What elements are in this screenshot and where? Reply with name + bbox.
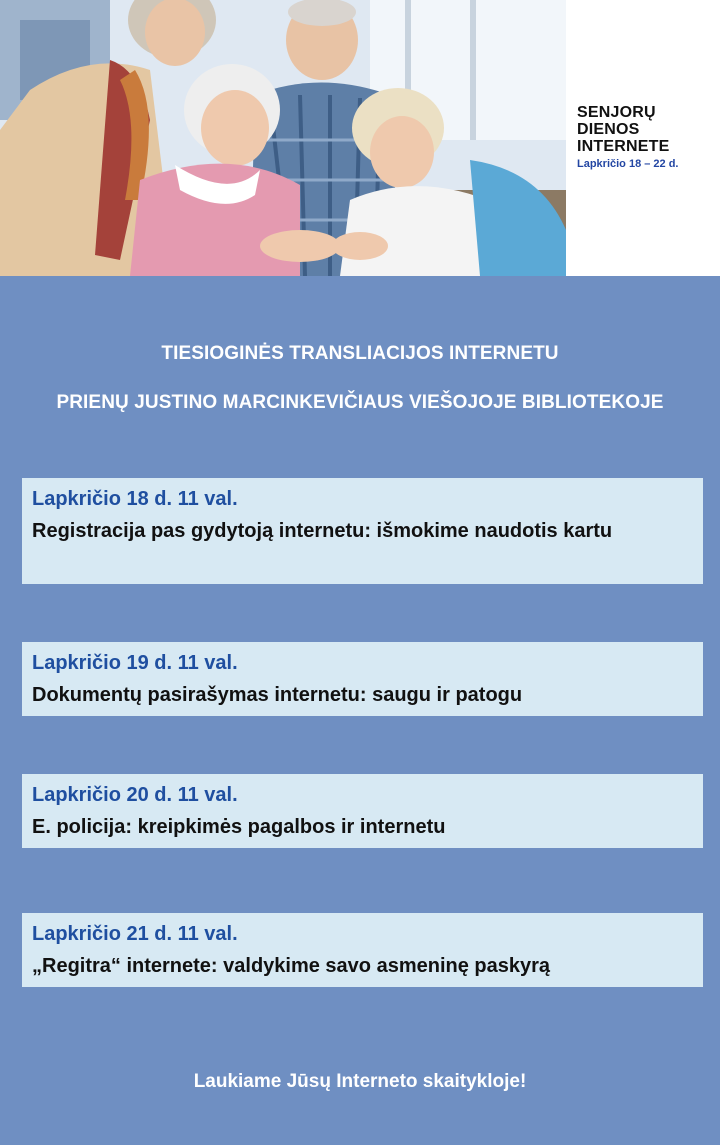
event-logo (577, 104, 717, 171)
event-date: Lapkričio 18 d. 11 val. (32, 488, 238, 510)
seniors-photo-illustration (0, 0, 566, 276)
seniors-photo (0, 0, 566, 276)
event-card (22, 478, 703, 584)
footer-invitation: Laukiame Jūsų Interneto skaitykloje! (193, 1071, 527, 1092)
event-title: Registracija pas gydytoją internetu: išmokime naudotis kartu (32, 520, 613, 542)
heading-library-name: PRIENŲ JUSTINO MARCINKEVIČIAUS VIEŠOJOJE BIBLIOTEKOJE (56, 392, 664, 413)
heading-live-broadcasts: TIESIOGINĖS TRANSLIACIJOS INTERNETU (161, 343, 559, 364)
event-card (22, 642, 703, 716)
logo-line-1: SENJORŲ (577, 104, 656, 121)
event-card (22, 774, 703, 848)
event-card (22, 913, 703, 987)
event-date: Lapkričio 20 d. 11 val. (32, 784, 238, 806)
logo-line-2: DIENOS (577, 121, 640, 138)
event-title: E. policija: kreipkimės pagalbos ir internetu (32, 816, 446, 838)
event-date: Lapkričio 19 d. 11 val. (32, 652, 238, 674)
event-title: Dokumentų pasirašymas internetu: saugu ir patogu (32, 684, 523, 706)
logo-dates: Lapkričio 18 – 22 d. (577, 158, 679, 170)
header-banner (0, 0, 720, 276)
event-date: Lapkričio 21 d. 11 val. (32, 923, 238, 945)
logo-line-3: INTERNETE (577, 138, 670, 155)
event-title: „Regitra“ internete: valdykime savo asmeninę paskyrą (32, 955, 551, 977)
